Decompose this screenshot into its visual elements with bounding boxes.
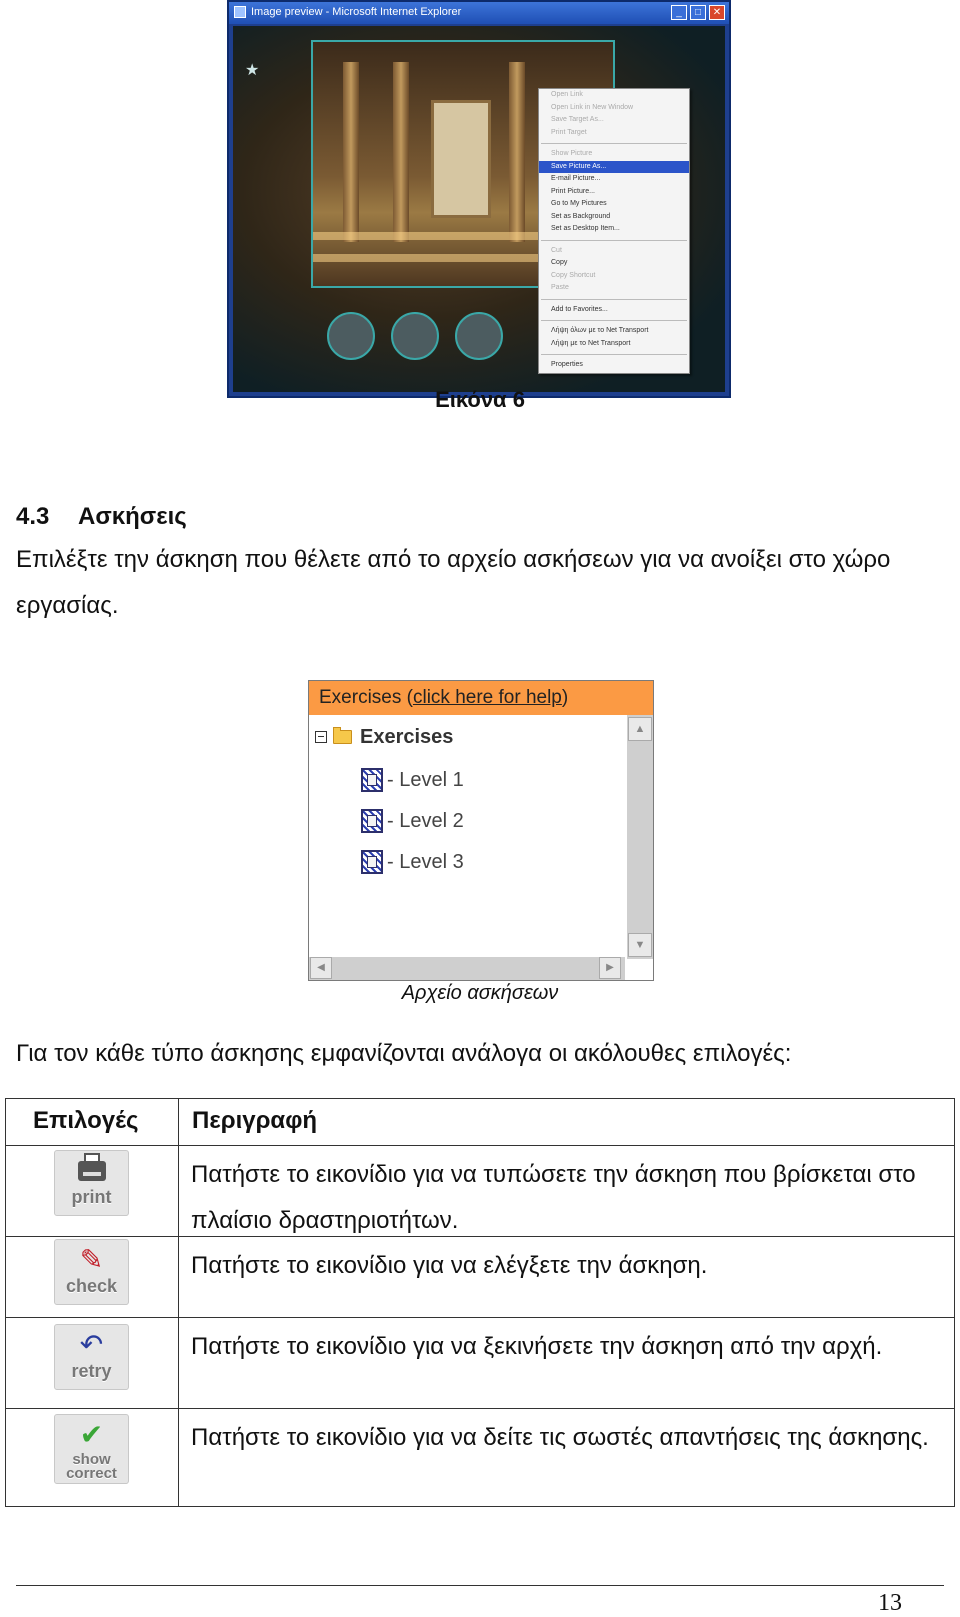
check-description: Πατήστε το εικονίδιο για να ελέγξετε την άσκηση. (191, 1252, 708, 1279)
section-title: Ασκήσεις (78, 503, 187, 530)
footer-divider (16, 1585, 944, 1586)
checkmark-icon: ✔ (79, 1419, 104, 1450)
printer-icon (78, 1161, 106, 1181)
maximize-icon: □ (690, 5, 706, 20)
minimize-icon: _ (671, 5, 687, 20)
tree-item-label: - Level 2 (387, 809, 464, 832)
tree-item-level-1[interactable] (361, 767, 464, 793)
context-menu (538, 88, 690, 374)
section-heading (16, 503, 187, 531)
tree-root-exercises[interactable] (315, 725, 453, 749)
context-menu-item[interactable]: Λήψη με το Net Transport (551, 339, 631, 347)
undo-arrow-icon: ↶ (79, 1329, 104, 1360)
scroll-up-icon[interactable]: ▲ (628, 717, 652, 741)
check-label: check (65, 1276, 118, 1296)
context-menu-item[interactable]: Print Picture... (551, 187, 595, 195)
context-menu-item[interactable]: Paste (551, 284, 569, 291)
ie-titlebar (229, 2, 729, 24)
tree-item-level-3[interactable] (361, 849, 464, 875)
context-menu-item[interactable]: Copy (551, 259, 568, 266)
menu-separator (541, 143, 687, 144)
context-menu-item[interactable]: Properties (551, 361, 583, 368)
vertical-scrollbar[interactable] (627, 715, 653, 959)
exercise-tree (309, 715, 625, 925)
context-menu-item[interactable]: Copy Shortcut (551, 271, 596, 279)
panel-header-prefix: Exercises ( (319, 687, 413, 708)
folder-icon (333, 730, 352, 744)
print-button[interactable] (54, 1150, 129, 1216)
context-menu-item[interactable]: Add to Favorites... (551, 305, 608, 313)
pillar-shape (393, 62, 409, 242)
table-row (6, 1317, 954, 1409)
show-correct-description: Πατήστε το εικονίδιο για να δείτε τις σωστές απαντήσεις της άσκησης. (191, 1424, 929, 1451)
menu-separator (541, 354, 687, 355)
retry-label: retry (71, 1361, 112, 1381)
context-menu-item[interactable]: Go to My Pictures (551, 200, 607, 207)
section-paragraph: Επιλέξτε την άσκηση που θέλετε από το αρχείο ασκήσεων για να ανοίξει στο χώρο εργασίας. (16, 546, 891, 619)
nav-circle-icon (455, 312, 503, 360)
section-number: 4.3 (16, 503, 50, 530)
exercise-file-icon (361, 850, 383, 874)
check-button[interactable] (54, 1239, 129, 1305)
doorway-shape (431, 100, 491, 218)
context-menu-item[interactable]: Show Picture (551, 150, 593, 157)
header-options: Επιλογές (33, 1107, 139, 1134)
context-menu-item[interactable]: Save Target As... (551, 116, 604, 123)
exercise-file-icon (361, 768, 383, 792)
retry-button[interactable] (54, 1324, 129, 1390)
pillar-shape (343, 62, 359, 242)
help-link[interactable]: click here for help (412, 687, 562, 708)
context-menu-item[interactable]: Open Link in New Window (551, 103, 634, 111)
scroll-left-icon[interactable]: ◀ (310, 957, 332, 979)
context-menu-item[interactable]: Λήψη όλων με το Net Transport (551, 327, 649, 334)
options-table (5, 1098, 955, 1507)
pencil-icon: ✎ (79, 1244, 104, 1275)
retry-description: Πατήστε το εικονίδιο για να ξεκινήσετε την άσκηση από την αρχή. (191, 1333, 883, 1360)
horizontal-scrollbar[interactable] (309, 957, 625, 980)
context-menu-item[interactable]: E-mail Picture... (551, 175, 601, 182)
context-menu-item[interactable]: Save Picture As... (539, 161, 689, 174)
star-icon: ★ (245, 62, 260, 79)
ie-window-title: Image preview - Microsoft Internet Explorer (251, 6, 462, 18)
exercises-panel (308, 680, 654, 981)
menu-separator (541, 320, 687, 321)
menu-separator (541, 299, 687, 300)
options-intro: Για τον κάθε τύπο άσκησης εμφανίζονται ανάλογα οι ακόλουθες επιλογές: (16, 1040, 792, 1067)
collapse-toggle-icon[interactable] (315, 731, 327, 743)
ie-content-area (233, 26, 725, 392)
context-menu-item[interactable]: Cut (551, 246, 562, 254)
menu-separator (541, 240, 687, 241)
context-menu-item[interactable]: Print Target (551, 128, 587, 136)
print-description: Πατήστε το εικονίδιο για να τυπώσετε την άσκηση που βρίσκεται στο πλαίσιο δραστηριοτήτων. (191, 1161, 916, 1234)
show-correct-label: show correct (66, 1451, 117, 1482)
panel-header-suffix: ) (561, 687, 569, 708)
ie-app-icon (234, 6, 246, 18)
nav-circle-icon (391, 312, 439, 360)
context-menu-item[interactable]: Set as Background (551, 212, 611, 220)
tree-root-label: Exercises (360, 725, 454, 748)
panel-caption: Αρχείο ασκήσεων (401, 982, 559, 1004)
context-menu-item[interactable]: Set as Desktop Item... (551, 225, 620, 232)
header-description: Περιγραφή (192, 1107, 318, 1134)
scroll-down-icon[interactable]: ▼ (628, 933, 652, 957)
exercise-file-icon (361, 809, 383, 833)
close-icon: ✕ (709, 5, 725, 20)
nav-circle-icon (327, 312, 375, 360)
tree-item-level-2[interactable] (361, 808, 464, 834)
print-label: print (71, 1187, 112, 1207)
ie-window-screenshot (227, 0, 731, 398)
show-correct-button[interactable] (54, 1414, 129, 1484)
table-row (6, 1236, 954, 1318)
pillar-shape (509, 62, 525, 242)
page-number: 13 (878, 1590, 902, 1616)
panel-header (309, 681, 653, 715)
tree-item-label: - Level 1 (387, 768, 464, 791)
table-row (6, 1145, 954, 1237)
figure-caption: Εικόνα 6 (435, 387, 525, 412)
table-header-row (6, 1099, 954, 1145)
tree-item-label: - Level 3 (387, 850, 464, 873)
table-row (6, 1408, 954, 1507)
scroll-right-icon[interactable]: ▶ (599, 957, 621, 979)
context-menu-item[interactable]: Open Link (551, 91, 583, 98)
